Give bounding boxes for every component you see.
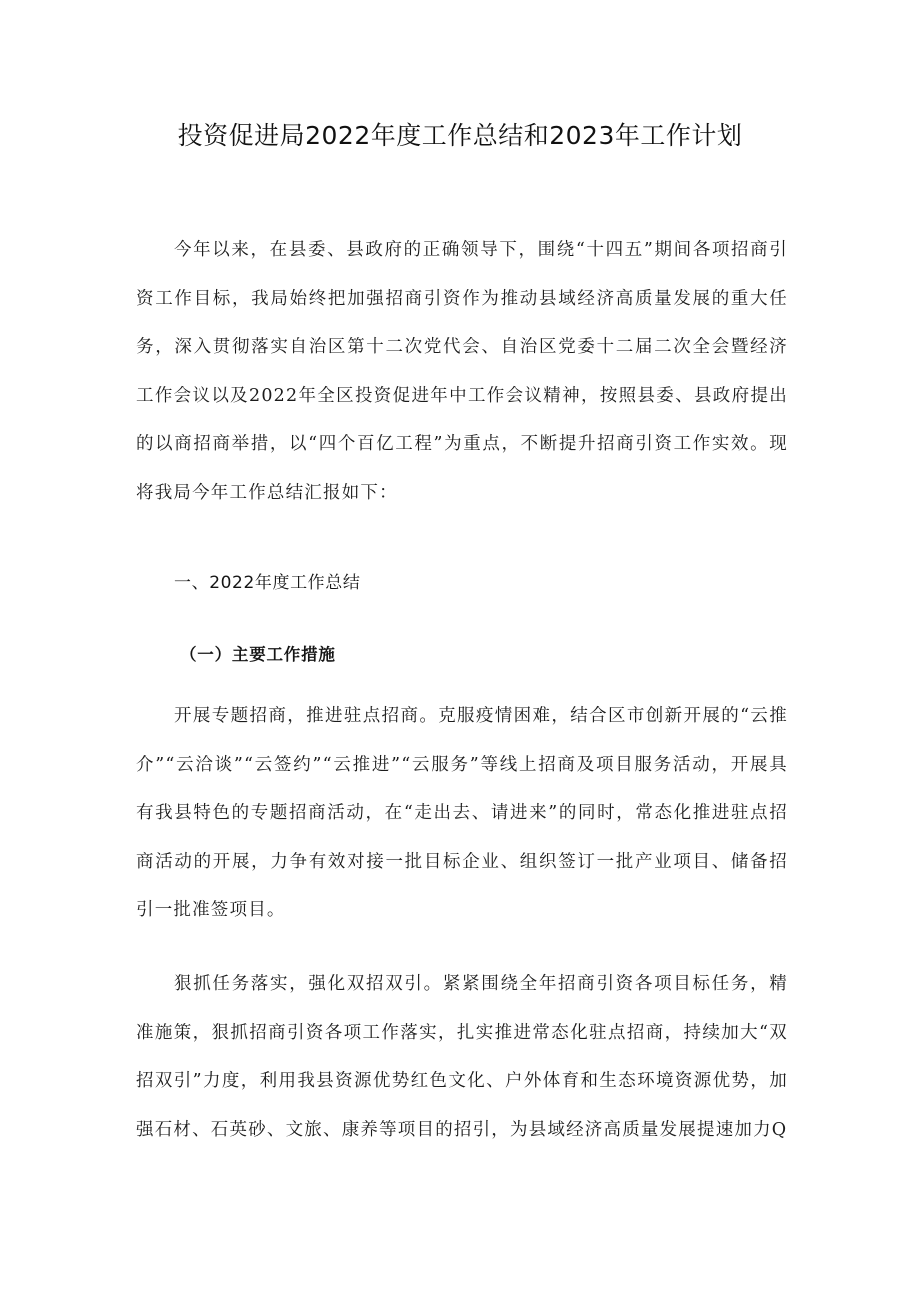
section-heading-2022-summary: 一、2022年度工作总结 xyxy=(174,573,361,593)
document-title: 投资促进局2022年度工作总结和2023年工作计划 xyxy=(177,121,743,150)
body-paragraph: 狠抓任务落实，强化双招双引。紧紧围绕全年招商引资各项目标任务，精准施策，狠抓招商引资各项工作落实，扎实推进常态化驻点招商，持续加大“双招双引”力度，利用我县资源优势红色文化、户外体育和生态环境资源优势，加强石材、石英砂、文旅、康养等项目的招引，为县域经济高质量发展提速加力Q xyxy=(136,974,788,1140)
intro-paragraph: 今年以来，在县委、县政府的正确领导下，围绕“十四五”期间各项招商引资工作目标，我局始终把加强招商引资作为推动县域经济高质量发展的重大任务，深入贯彻落实自治区第十二次党代会、自治区党委十二届二次全会暨经济工作会议以及2022年全区投资促进年中工作会议精神，按照县委、县政府提出的以商招商举措，以“四个百亿工程”为重点，不断提升招商引资工作实效。现将我局今年工作总结汇报如下： xyxy=(136,240,788,503)
body-paragraph: 开展专题招商，推进驻点招商。克服疫情困难，结合区市创新开展的“云推介”“云洽谈”“云签约”“云推进”“云服务”等线上招商及项目服务活动，开展具有我县特色的专题招商活动，在“走出去、请进来”的同时，常态化推进驻点招商活动的开展，力争有效对接一批目标企业、组织签订一批产业项目、储备招引一批准签项目。 xyxy=(136,706,788,920)
subsection-heading-main-measures: （一）主要工作措施 xyxy=(180,645,336,664)
